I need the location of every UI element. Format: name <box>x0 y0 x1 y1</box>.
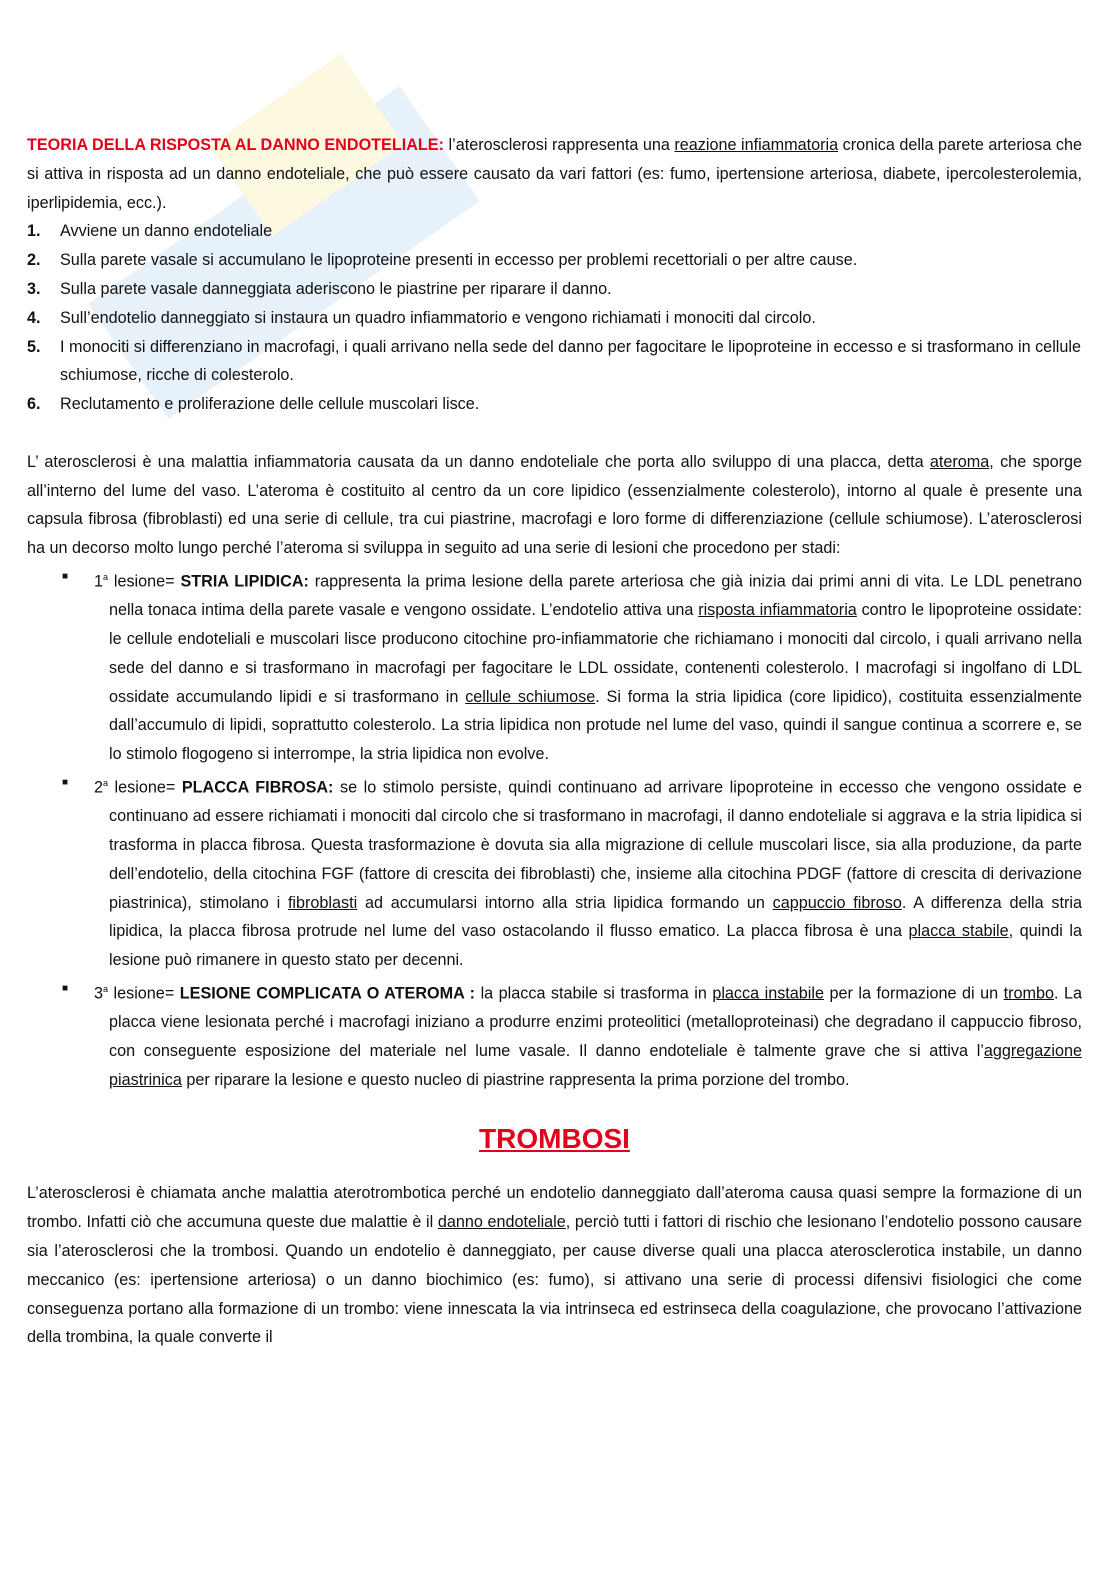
lesion-title: LESIONE COMPLICATA O ATEROMA : <box>179 984 476 1003</box>
underlined-term: risposta infiammatoria <box>698 601 857 620</box>
ateroma-paragraph <box>27 448 1082 563</box>
step-text: Sulla parete vasale si accumulano le lipoproteine presenti in eccesso per problemi recettoriali o per altre cause. <box>60 251 858 270</box>
text: per riparare la lesione e questo nucleo di piastrine rappresenta la prima porzione del trombo. <box>181 1070 850 1089</box>
step-number: 4. <box>27 308 41 327</box>
text: . A differenza della stria lipidica, la placca fibrosa protrude nel lume del vaso ostacolando il flusso ematico. La placca fibrosa è una <box>109 893 1082 941</box>
text: ad accumularsi intorno alla stria lipidica formando un <box>357 893 773 912</box>
steps-list <box>27 217 1082 419</box>
step-number: 3. <box>27 279 41 298</box>
text: . Si forma la stria lipidica (core lipidico), costituita essenzialmente dall’accumulo di lipidi, soprattutto colesterolo. La stria lipidica non protude nel lume del vaso, quindi il sangue continua a scorrere e, se lo stimolo flogogeno si interrompe, la stria lipidica non evolve. <box>109 687 1082 764</box>
bullet-icon: ■ <box>62 570 69 582</box>
lesion-number: 3 <box>94 984 104 1003</box>
list-item <box>27 275 1082 304</box>
bullet-icon: ■ <box>62 776 69 788</box>
step-number: 6. <box>27 395 41 414</box>
text: , che sporge all’interno del lume del vaso. L’ateroma è costituito al centro da un core lipidico (essenzialmente colesterolo), intorno al quale è presente una capsula fibrosa (fibroblasti) ed una serie di cellule, tra cui piastrine, macrofagi e loro forme di differenziazione (cellule schiumose). L’aterosclerosi ha un decorso molto lungo perché l’ateroma si sviluppa in seguito ad una serie di lesioni che procedono per stadi: <box>27 452 1082 558</box>
underlined-term: aggregazione piastrinica <box>109 1041 1082 1089</box>
text: lesione= <box>108 984 180 1003</box>
section-title: TEORIA DELLA RISPOSTA AL DANNO ENDOTELIALE: <box>27 136 444 154</box>
step-text: Sulla parete vasale danneggiata aderiscono le piastrine per riparare il danno. <box>60 279 612 298</box>
text: . La placca viene lesionata perché i macrofagi iniziano a produrre enzimi proteolitici (metalloproteinasi) che degradano il cappuccio fibroso, con conseguente esposizione del materiale nel lume vasale. Il danno endoteliale è talmente grave che si attiva l’ <box>109 984 1082 1060</box>
list-item <box>27 246 1082 275</box>
lesion-title: STRIA LIPIDICA: <box>180 572 309 591</box>
lesion-number: 2 <box>94 778 104 797</box>
list-item <box>27 217 1082 246</box>
lesion-number: 1 <box>94 572 104 591</box>
step-number: 5. <box>27 337 41 356</box>
section-heading: TROMBOSI <box>479 1123 630 1155</box>
underlined-term: danno endoteliale <box>437 1213 566 1232</box>
trombosi-paragraph <box>27 1179 1082 1352</box>
lesion-title: PLACCA FIBROSA: <box>181 778 334 797</box>
text: cronica della parete arteriosa che si attiva in risposta ad un danno endoteliale, che può essere causato da vari fattori (es: fumo, ipertensione arteriosa, diabete, ipercolesterolemia, iperlipidemia, ecc.). <box>27 136 1083 212</box>
underlined-term: reazione infiammatoria <box>674 136 839 154</box>
step-number: 2. <box>27 251 41 270</box>
step-text: Reclutamento e proliferazione delle cellule muscolari lisce. <box>60 395 480 414</box>
step-text: Sull’endotelio danneggiato si instaura un quadro infiammatorio e vengono richiamati i monociti dal circolo. <box>60 308 816 327</box>
ordinal: a <box>103 777 109 788</box>
underlined-term: trombo <box>1003 984 1054 1003</box>
text: , perciò tutti i fattori di rischio che lesionano l’endotelio possono causare sia l’aterosclerosi che la trombosi. Quando un endotelio è danneggiato, per cause diverse quali una placca aterosclerotica instabile, un danno meccanico (es: ipertensione arteriosa) o un danno biochimico (es: fumo), si attivano una serie di processi difensivi fisiologici che come conseguenza portano alla formazione di un trombo: viene innescata la via intrinseca ed estrinseca della coagulazione, che provocano l’attivazione della trombina, la quale converte il <box>27 1213 1083 1347</box>
document-page <box>27 131 1082 1352</box>
list-item <box>27 390 1082 419</box>
text: contro le lipoproteine ossidate: le cellule endoteliali e muscolari lisce producono citochine pro-infiammatorie che richiamano i monociti dal circolo, i quali arrivano nella sede del danno e si trasformano in macrofagi per fagocitare le LDL ossidate, contenenti colesterolo. I macrofagi si ingolfano di LDL ossidate accumulando lipidi e si trasformano in <box>109 601 1082 706</box>
text: l’aterosclerosi rappresenta una <box>444 136 675 154</box>
step-text: Avviene un danno endoteliale <box>60 222 273 241</box>
step-text: I monociti si differenziano in macrofagi, i quali arrivano nella sede del danno per fagocitare le lipoproteine in eccesso e si trasformano in cellule schiumose, ricche di colesterolo. <box>60 337 1081 385</box>
text: L’ aterosclerosi è una malattia infiammatoria causata da un danno endoteliale che porta allo sviluppo di una placca, detta <box>27 452 930 471</box>
underlined-term: placca stabile <box>908 922 1009 941</box>
text: la placca stabile si trasforma in <box>475 984 713 1003</box>
text: se lo stimolo persiste, quindi continuano ad arrivare lipoproteine in eccesso che vengono ossidate e continuano ad essere richiamati i monociti dal circolo che si trasformano in macrofagi, il danno endoteliale si aggrava e la stria lipidica si trasforma in placca fibrosa. Questa trasformazione è dovuta sia alla migrazione di cellule muscolari lisce, sia alla produzione, da parte dell’endotelio, della citochina FGF (fattore di crescita dei fibroblasti) che, insieme alla citochina PDGF (fattore di crescita di derivazione piastrinica), stimolano i <box>109 778 1082 912</box>
underlined-term: cappuccio fibroso <box>772 893 902 912</box>
underlined-term: placca instabile <box>712 984 824 1003</box>
text: per la formazione di un <box>824 984 1004 1003</box>
list-item <box>27 304 1082 333</box>
lesion-item <box>27 975 1082 1095</box>
underlined-term: cellule schiumose <box>465 687 596 706</box>
text: lesione= <box>108 778 182 797</box>
underlined-term: fibroblasti <box>287 893 358 912</box>
lesion-item <box>27 769 1082 975</box>
bullet-icon: ■ <box>62 982 69 994</box>
text: L’aterosclerosi è chiamata anche malattia aterotrombotica perché un endotelio danneggiato dall’ateroma causa quasi sempre la formazione di un trombo. Infatti ciò che accumuna queste due malattie è il <box>27 1184 1082 1232</box>
list-item <box>27 333 1082 391</box>
underlined-term: ateroma <box>929 452 990 471</box>
step-number: 1. <box>27 222 41 241</box>
ordinal: a <box>103 571 109 582</box>
text: lesione= <box>108 572 181 591</box>
text: rappresenta la prima lesione della parete arteriosa che già inizia dai primi anni di vita. Le LDL penetrano nella tonaca intima della parete vasale e vengono ossidate. L’endotelio attiva una <box>109 572 1082 620</box>
lesions-list <box>27 563 1082 1095</box>
lesion-item <box>27 563 1082 769</box>
ordinal: a <box>103 983 109 994</box>
text: , quindi la lesione può rimanere in questo stato per decenni. <box>109 922 1082 970</box>
intro-paragraph <box>27 131 1082 217</box>
